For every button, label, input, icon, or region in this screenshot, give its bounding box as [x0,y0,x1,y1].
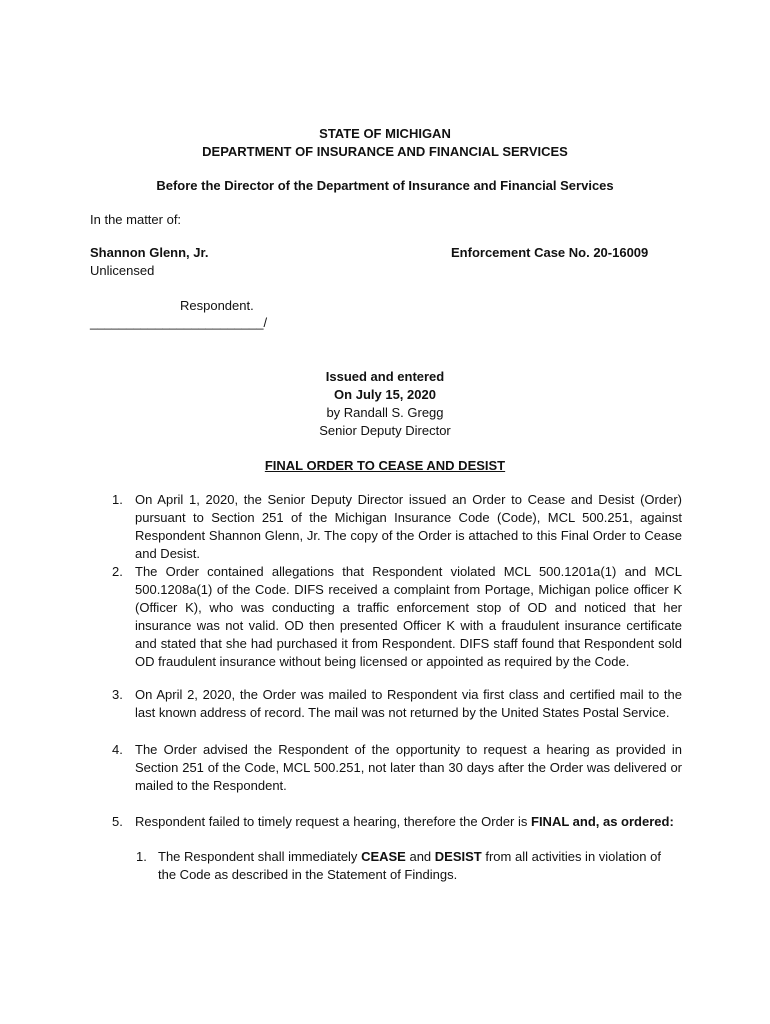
paragraph-number: 2. [112,564,123,579]
paragraph-2 [112,563,682,671]
paragraph-number: 5. [112,814,123,829]
order-title: FINAL ORDER TO CEASE AND DESIST [264,458,506,473]
paragraph-text: On April 1, 2020, the Senior Deputy Director issued an Order to Cease and Desist (Order) pursuant to Section 251 of the Michigan Insurance Code (Code), MCL 500.251, against Respondent Shannon Glenn, Jr. The copy of the Order is attached to this Final Order to Cease and Desist. [135,492,682,561]
paragraph-text: The Order advised the Respondent of the opportunity to request a hearing as provided in Section 251 of the Code, MCL 500.251, not later than 30 days after the Order was delivered or mailed to the Respondent. [135,742,682,793]
sub-paragraph-1 [136,848,682,884]
sub-text-c: from all activities in violation of the Code as described in the Statement of Findings. [158,849,661,882]
state-heading: STATE OF MICHIGAN [319,126,451,141]
sub-paragraph-text [158,848,682,884]
sub-text-a: The Respondent shall immediately [158,849,362,864]
matter-label: In the matter of: [90,212,182,227]
paragraph-4 [112,741,682,795]
desist-word: DESIST [434,849,482,864]
respondent-name: Shannon Glenn, Jr. [90,245,209,260]
paragraph-3 [112,686,682,722]
paragraph-number: 3. [112,687,123,702]
cease-word: CEASE [361,849,406,864]
sub-paragraph-number: 1. [136,849,147,864]
caption-signature-line: ________________________/ [90,315,268,330]
sub-text-b: and [405,849,435,864]
paragraph-number: 4. [112,742,123,757]
paragraph-text-plain: Respondent failed to timely request a hearing, therefore the Order is [135,814,531,829]
issued-by: by Randall S. Gregg [326,405,444,420]
before-director-line: Before the Director of the Department of Insurance and Financial Services [156,178,614,193]
issued-line: Issued and entered [325,369,445,384]
paragraph-text: The Order contained allegations that Respondent violated MCL 500.1201a(1) and MCL 500.1208a(1) of the Code. DIFS received a complaint from Portage, Michigan police officer K (Officer K), who was conducting a traffic enforcement stop of OD and noticed that her insurance was not valid. OD then presented Officer K with a fraudulent insurance certificate and stated that she had purchased it from Respondent. DIFS staff found that Respondent sold OD fraudulent insurance without being licensed or appointed as required by the Code. [135,564,682,669]
case-number: Enforcement Case No. 20-16009 [451,245,649,260]
license-status: Unlicensed [90,263,155,278]
paragraph-number: 1. [112,492,123,507]
issued-title: Senior Deputy Director [319,423,451,438]
paragraph-text [135,813,682,831]
paragraph-text-bold: FINAL and, as ordered: [531,814,674,829]
paragraph-1 [112,491,682,563]
paragraph-text: On April 2, 2020, the Order was mailed to Respondent via first class and certified mail to the last known address of record. The mail was not returned by the United States Postal Service. [135,687,682,720]
respondent-label: Respondent. [180,298,254,313]
department-heading: DEPARTMENT OF INSURANCE AND FINANCIAL SERVICES [202,144,568,159]
issued-date: On July 15, 2020 [334,387,436,402]
order-title-wrap [0,457,770,475]
paragraph-5 [112,813,682,831]
